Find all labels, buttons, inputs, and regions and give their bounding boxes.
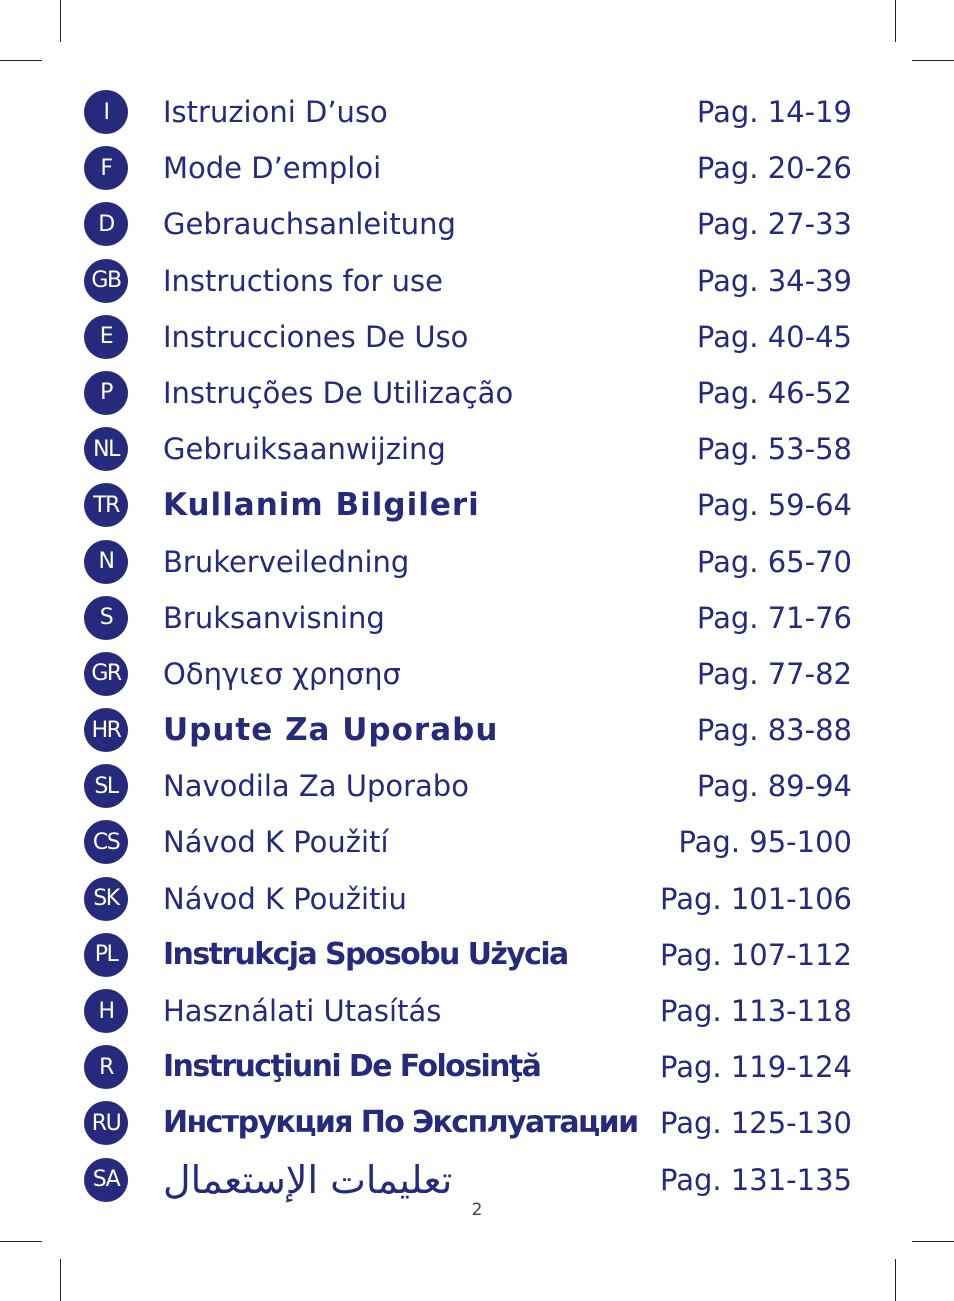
language-code-badge: CS xyxy=(84,820,128,864)
toc-row xyxy=(84,762,854,818)
language-code-badge: SL xyxy=(84,764,128,808)
language-code-badge: HR xyxy=(84,708,128,752)
toc-row xyxy=(84,875,854,931)
toc-title: Brukerveiledning xyxy=(163,544,410,579)
toc-title: Instruções De Utilização xyxy=(163,375,514,410)
toc-row xyxy=(84,88,854,144)
language-code-badge: N xyxy=(84,540,128,584)
toc-page-range: Pag. 46-52 xyxy=(696,375,852,410)
toc-row xyxy=(84,425,854,481)
toc-row xyxy=(84,369,854,425)
toc-title: تعليمات الإستعمال xyxy=(163,1157,453,1202)
toc-page-range: Pag. 77-82 xyxy=(696,656,852,691)
toc-title: Bruksanvisning xyxy=(163,600,385,635)
crop-mark xyxy=(60,1259,61,1301)
toc-row xyxy=(84,706,854,762)
toc-row xyxy=(84,818,854,874)
toc-title: Upute Za Uporabu xyxy=(163,712,499,749)
language-code-badge: SA xyxy=(84,1158,128,1202)
toc-title: Instructions for use xyxy=(163,263,443,298)
toc-row xyxy=(84,200,854,256)
toc-row xyxy=(84,481,854,537)
toc-row xyxy=(84,931,854,987)
language-code-badge: TR xyxy=(84,483,128,527)
language-code-badge: E xyxy=(84,315,128,359)
language-code-badge: H xyxy=(84,989,128,1033)
crop-mark xyxy=(0,1241,42,1242)
toc-title: Mode D’emploi xyxy=(163,151,382,186)
toc-page-range: Pag. 101-106 xyxy=(660,881,852,916)
toc-title: Gebruiksaanwijzing xyxy=(163,432,446,467)
crop-mark xyxy=(912,1241,954,1242)
toc-title: Istruzioni D’uso xyxy=(163,95,388,129)
toc-row xyxy=(84,987,854,1043)
toc-title: Instrukcja Sposobu Użycia xyxy=(163,936,568,972)
toc-title: Instrucţiuni De Folosinţă xyxy=(163,1049,541,1085)
toc-page-range: Pag. 59-64 xyxy=(696,488,852,523)
crop-mark xyxy=(60,0,61,42)
language-code-badge: I xyxy=(84,90,128,134)
language-code-badge: RU xyxy=(84,1101,128,1145)
toc-page-range: Pag. 14-19 xyxy=(696,95,852,129)
toc-row xyxy=(84,144,854,200)
table-of-contents xyxy=(84,88,854,1212)
toc-title: Navodila Za Uporabo xyxy=(163,769,469,804)
toc-row xyxy=(84,650,854,706)
crop-mark xyxy=(895,0,896,42)
language-code-badge: SK xyxy=(84,877,128,921)
toc-page-range: Pag. 71-76 xyxy=(696,600,852,635)
toc-title: Инструкция По Эксплуатации xyxy=(163,1105,638,1141)
toc-page-range: Pag. 107-112 xyxy=(660,937,852,972)
toc-title: Návod K Použitiu xyxy=(163,881,407,916)
toc-row xyxy=(84,313,854,369)
toc-page-range: Pag. 95-100 xyxy=(678,825,852,860)
language-code-badge: GR xyxy=(84,652,128,696)
language-code-badge: GB xyxy=(84,259,128,303)
toc-title: Gebrauchsanleitung xyxy=(163,207,456,242)
toc-page-range: Pag. 89-94 xyxy=(696,769,852,804)
toc-page-range: Pag. 40-45 xyxy=(696,319,852,354)
toc-page-range: Pag. 27-33 xyxy=(696,207,852,242)
toc-title: Instrucciones De Uso xyxy=(163,319,469,354)
language-code-badge: PL xyxy=(84,933,128,977)
toc-page-range: Pag. 20-26 xyxy=(696,151,852,186)
toc-page-range: Pag. 53-58 xyxy=(696,432,852,467)
language-code-badge: NL xyxy=(84,427,128,471)
crop-mark xyxy=(895,1259,896,1301)
language-code-badge: F xyxy=(84,146,128,190)
toc-title: Használati Utasítás xyxy=(163,994,442,1028)
language-code-badge: D xyxy=(84,202,128,246)
toc-page-range: Pag. 113-118 xyxy=(660,994,852,1028)
toc-row xyxy=(84,1043,854,1099)
toc-row xyxy=(84,594,854,650)
toc-row xyxy=(84,1099,854,1155)
language-code-badge: S xyxy=(84,596,128,640)
crop-mark xyxy=(0,60,42,61)
toc-title: Kullanim Bilgileri xyxy=(163,487,480,524)
toc-page-range: Pag. 65-70 xyxy=(696,544,852,579)
toc-row xyxy=(84,257,854,313)
crop-mark xyxy=(912,60,954,61)
toc-page-range: Pag. 125-130 xyxy=(660,1106,852,1141)
toc-page-range: Pag. 119-124 xyxy=(660,1050,852,1085)
toc-page-range: Pag. 131-135 xyxy=(660,1162,852,1197)
toc-row xyxy=(84,538,854,594)
page-number: 2 xyxy=(471,1200,483,1220)
toc-page-range: Pag. 83-88 xyxy=(696,713,852,748)
language-code-badge: P xyxy=(84,371,128,415)
language-code-badge: R xyxy=(84,1045,128,1089)
toc-title: Návod K Použití xyxy=(163,825,389,860)
toc-title: Οδηγιεσ χρησησ xyxy=(163,656,401,691)
toc-page-range: Pag. 34-39 xyxy=(696,263,852,298)
